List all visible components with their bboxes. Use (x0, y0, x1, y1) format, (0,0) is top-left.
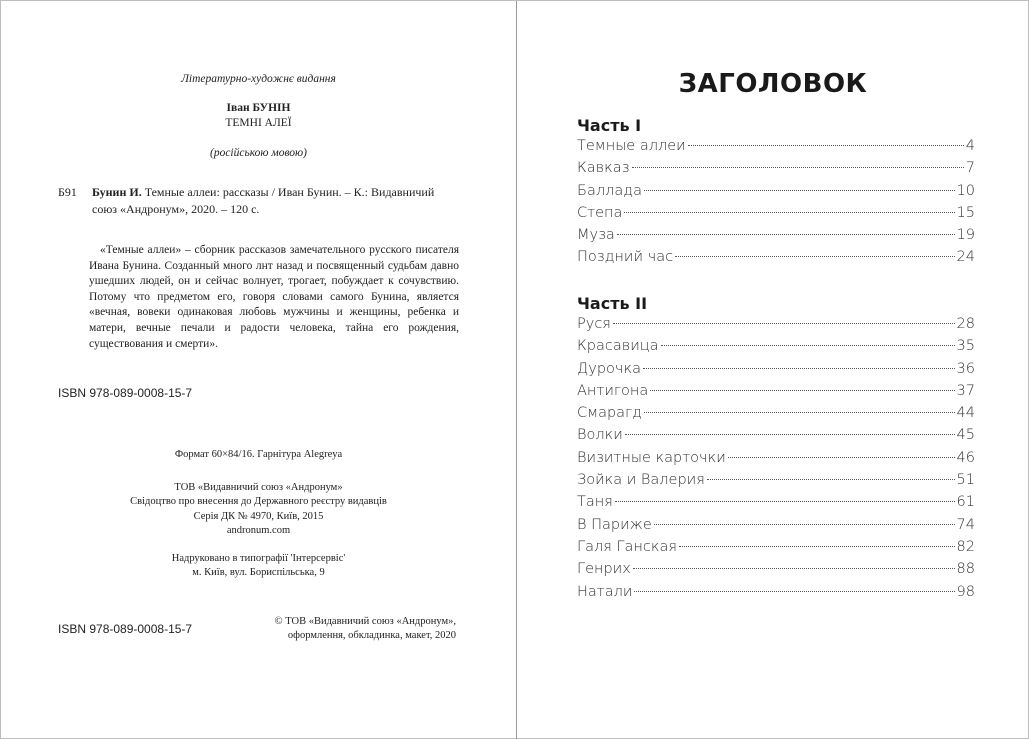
toc-page: 28 (956, 316, 975, 332)
toc-title: Визитные карточки (577, 449, 726, 466)
language-note: (російською мовою) (209, 147, 307, 159)
toc-entry[interactable] (577, 361, 975, 383)
toc-page: 36 (956, 360, 975, 377)
bibliographic-record (58, 184, 458, 218)
toc-entry[interactable] (577, 517, 975, 539)
dot-leader (688, 145, 964, 146)
copyright-line: © ТОВ «Видавничий союз «Андронум», (274, 616, 456, 627)
toc-page: 82 (956, 538, 975, 555)
toc-title: Дурочка (577, 360, 641, 377)
toc-title: Антигона (577, 382, 649, 399)
toc-entry[interactable] (577, 160, 975, 182)
toc-page: 4 (965, 138, 975, 154)
part-1-title: Часть I (577, 116, 642, 135)
dot-leader (615, 501, 955, 502)
part-1-list (577, 138, 975, 272)
printer-info (1, 552, 516, 581)
toc-entry[interactable] (577, 561, 975, 583)
imprint-line: Свідоцтво про внесення до Державного реєстру видавців (130, 496, 387, 508)
contents-page (516, 1, 1029, 739)
dot-leader (650, 390, 954, 391)
publisher-imprint (1, 481, 516, 538)
toc-page: 46 (956, 449, 975, 466)
toc-entry[interactable] (577, 138, 975, 160)
toc-title: Темные аллеи (577, 138, 686, 154)
toc-title: Кавказ (577, 160, 630, 177)
toc-page: 10 (956, 182, 975, 199)
dot-leader (728, 457, 955, 458)
printer-line: Надруковано в типографії 'Інтерсервіс' (171, 553, 346, 564)
copyright (256, 615, 456, 644)
annotation: «Темные аллеи» – сборник рассказов замечательного русского писателя Ивана Бунина. Созданный много лнт назад и посвященный судьбам давно ушедших людей, он и сейчас волнует, трогает, побуждает к сочувствию. Потому что предметом его, говоря словами самого Бунина, является «вечная, вовеки одинаковая любовь мужчины и женщины, ребенка и матери, вечные печали и радости человека, тайна его рождения, существования и смерти». (89, 244, 459, 350)
dot-leader (624, 212, 954, 213)
toc-page: 35 (956, 338, 975, 355)
toc-entry[interactable] (577, 405, 975, 427)
dot-leader (632, 167, 964, 168)
toc-entry[interactable] (577, 539, 975, 561)
toc-title: Руся (577, 316, 611, 332)
toc-entry[interactable] (577, 450, 975, 472)
toc-page: 44 (956, 405, 975, 422)
dot-leader (679, 546, 955, 547)
isbn: ISBN 978-089-0008-15-7 (58, 386, 193, 400)
toc-title: Галя Ганская (577, 538, 677, 555)
toc-title: Смарагд (577, 405, 642, 422)
toc-page: 61 (956, 494, 975, 511)
biblio-author: Бунин И. (92, 185, 142, 199)
toc-entry[interactable] (577, 427, 975, 449)
contents-heading: ЗАГОЛОВОК (678, 69, 868, 99)
toc-page: 51 (956, 472, 975, 489)
toc-title: В Париже (577, 516, 652, 533)
toc-title: Волки (577, 427, 623, 444)
dot-leader (634, 591, 954, 592)
dot-leader (633, 568, 955, 569)
toc-page: 88 (956, 561, 975, 578)
dot-leader (644, 412, 955, 413)
toc-entry[interactable] (577, 249, 975, 271)
toc-page: 37 (956, 382, 975, 399)
toc-entry[interactable] (577, 472, 975, 494)
imprint-line: Серія ДК № 4970, Київ, 2015 (193, 510, 324, 522)
dot-leader (643, 368, 955, 369)
toc-page: 98 (956, 583, 975, 600)
toc-title: Зойка и Валерия (577, 472, 705, 489)
toc-title: Баллада (577, 182, 642, 199)
format-line: Формат 60×84/16. Гарнітура Alegreya (174, 449, 343, 460)
toc-title: Натали (577, 583, 633, 600)
toc-entry[interactable] (577, 338, 975, 360)
author-name: Іван БУНІН (226, 102, 291, 114)
toc-entry[interactable] (577, 227, 975, 249)
dot-leader (707, 479, 955, 480)
book-title: ТЕМНІ АЛЕЇ (225, 117, 292, 129)
dot-leader (617, 234, 955, 235)
toc-title: Таня (577, 494, 613, 511)
toc-page: 19 (956, 227, 975, 244)
toc-entry[interactable] (577, 316, 975, 338)
imprint-page (1, 1, 516, 739)
toc-entry[interactable] (577, 584, 975, 606)
toc-page: 15 (956, 204, 975, 221)
imprint-line: ТОВ «Видавничий союз «Андронум» (174, 482, 343, 493)
printer-address: м. Київ, вул. Бориспільська, 9 (192, 567, 325, 579)
toc-title: Степа (577, 204, 623, 221)
toc-page: 45 (956, 427, 975, 444)
copyright-line: оформлення, обкладинка, макет, 2020 (287, 630, 456, 642)
dot-leader (661, 345, 955, 346)
dot-leader (675, 256, 954, 257)
toc-title: Поздний час (577, 249, 674, 266)
dot-leader (644, 190, 955, 191)
toc-entry[interactable] (577, 494, 975, 516)
toc-page: 7 (965, 160, 975, 177)
imprint-url: andronum.com (226, 524, 291, 536)
toc-entry[interactable] (577, 205, 975, 227)
dot-leader (625, 434, 955, 435)
catalog-code: Б91 (58, 185, 77, 199)
series-label: Літературно-художнє видання (181, 73, 336, 85)
toc-page: 74 (956, 516, 975, 533)
dot-leader (613, 323, 955, 324)
dot-leader (654, 524, 955, 525)
isbn-bottom: ISBN 978-089-0008-15-7 (58, 622, 193, 636)
part-2-list (577, 316, 975, 606)
toc-title: Муза (577, 227, 615, 244)
toc-page: 24 (956, 249, 975, 266)
part-2-title: Часть II (577, 294, 648, 313)
biblio-description: Темные аллеи: рассказы / Иван Бунин. – К.: Видавничий союз «Андронум», 2020. – 120 с. (92, 185, 435, 216)
toc-entry[interactable] (577, 383, 975, 405)
toc-title: Красавица (577, 338, 659, 355)
biblio-text (92, 184, 458, 218)
toc-title: Генрих (577, 561, 631, 578)
toc-entry[interactable] (577, 183, 975, 205)
